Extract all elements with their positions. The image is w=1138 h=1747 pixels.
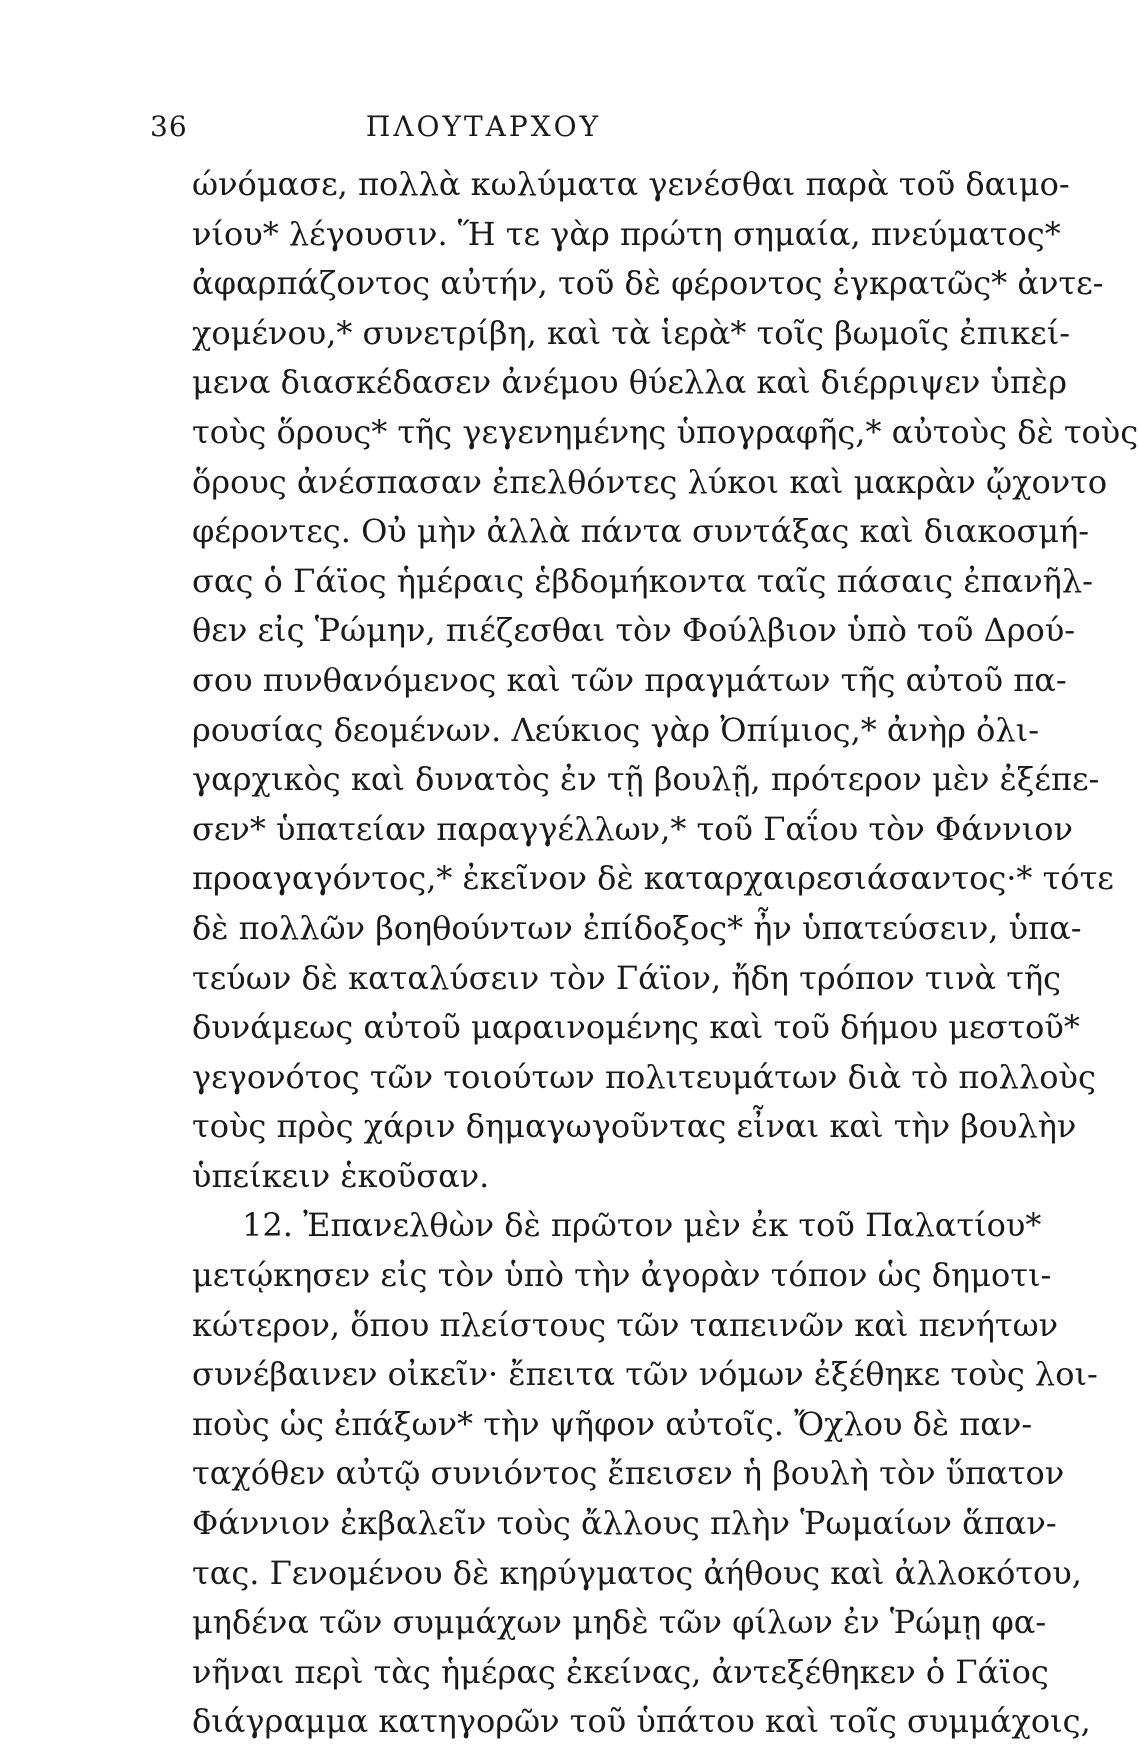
text-line: γαρχικὸς καὶ δυνατὸς ἐν τῇ βουλῇ, πρότερον μὲν ἐξέπε-	[192, 760, 1100, 799]
text-line-paragraph-end: ὑπείκειν ἑκοῦσαν.	[192, 1156, 490, 1195]
text-line: σας ὁ Γάϊος ἡμέραις ἑβδομήκοντα ταῖς πάσαις ἐπανῆλ-	[192, 561, 1093, 600]
text-line: ἀφαρπάζοντος αὐτήν, τοῦ δὲ φέροντος ἐγκρατῶς* ἀντε-	[192, 264, 1104, 303]
text-line: φέροντες. Οὐ μὴν ἀλλὰ πάντα συντάξας καὶ διακοσμή-	[192, 512, 1090, 551]
text-line: τοὺς πρὸς χάριν δημαγωγοῦντας εἶναι καὶ τὴν βουλὴν	[192, 1107, 1077, 1146]
text-line: ὅρους ἀνέσπασαν ἐπελθόντες λύκοι καὶ μακρὰν ᾤχοντο	[192, 462, 1108, 501]
text-line: σεν* ὑπατείαν παραγγέλλων,* τοῦ Γαΐου τὸν Φάννιον	[192, 809, 1073, 848]
text-line: γεγονότος τῶν τοιούτων πολιτευμάτων διὰ τὸ πολλοὺς	[192, 1057, 1096, 1096]
text-line: νίου* λέγουσιν. Ἥ τε γὰρ πρώτη σημαία, πνεύματος*	[192, 214, 1061, 253]
text-line: μηδένα τῶν συμμάχων μηδὲ τῶν φίλων ἐν Ῥώμῃ φα-	[192, 1603, 1047, 1642]
section-12-first-line: 12. Ἐπανελθὼν δὲ πρῶτον μὲν ἐκ τοῦ Παλατίου*	[242, 1206, 1042, 1245]
text-line: διάγραμμα κατηγορῶν τοῦ ὑπάτου καὶ τοῖς συμμάχοις,	[192, 1702, 1091, 1741]
text-line: προαγαγόντος,* ἐκεῖνον δὲ καταρχαιρεσιάσαντος·* τότε	[192, 859, 1114, 898]
text-line: τεύων δὲ καταλύσειν τὸν Γάϊον, ἤδη τρόπον τινὰ τῆς	[192, 958, 1062, 997]
text-line: μετῴκησεν εἰς τὸν ὑπὸ τὴν ἀγορὰν τόπον ὡς δημοτι-	[192, 1256, 1052, 1295]
text-line: χομένου,* συνετρίβη, καὶ τὰ ἱερὰ* τοῖς βωμοῖς ἐπικεί-	[192, 313, 1071, 352]
text-line: ώνόμασε, πολλὰ κωλύματα γενέσθαι παρὰ τοῦ δαιμο-	[192, 165, 1070, 203]
text-line: ρουσίας δεομένων. Λεύκιος γὰρ Ὀπίμιος,* ἀνὴρ ὀλι-	[192, 710, 1040, 749]
text-line: ταχόθεν αὐτῷ συνιόντος ἔπεισεν ἡ βουλὴ τὸν ὕπατον	[192, 1454, 1065, 1493]
text-line: συνέβαινεν οἰκεῖν· ἔπειτα τῶν νόμων ἐξέθηκε τοὺς λοι-	[192, 1355, 1098, 1394]
text-line: δὲ πολλῶν βοηθούντων ἐπίδοξος* ἦν ὑπατεύσειν, ὑπα-	[192, 908, 1082, 947]
text-line: τοὺς ὅρους* τῆς γεγενημένης ὑπογραφῆς,* αὐτοὺς δὲ τοὺς	[192, 412, 1138, 451]
running-head: ΠΛΟΥΤΑΡΧΟΥ	[365, 110, 602, 143]
text-line: θεν εἰς Ῥώμην, πιέζεσθαι τὸν Φούλβιον ὑπὸ τοῦ Δρού-	[192, 611, 1076, 650]
text-line: δυνάμεως αὐτοῦ μαραινομένης καὶ τοῦ δήμου μεστοῦ*	[192, 1008, 1080, 1047]
page-number: 36	[150, 110, 188, 143]
text-line: μενα διασκέδασεν ἀνέμου θύελλα καὶ διέρριψεν ὑπὲρ	[192, 363, 1067, 402]
text-line: ποὺς ὡς ἐπάξων* τὴν ψῆφον αὐτοῖς. Ὄχλου δὲ παν-	[192, 1404, 1033, 1443]
text-line: σου πυνθανόμενος καὶ τῶν πραγμάτων τῆς αὐτοῦ πα-	[192, 660, 1067, 699]
body-text	[192, 160, 1138, 1747]
text-line: κώτερον, ὅπου πλείστους τῶν ταπεινῶν καὶ πενήτων	[192, 1305, 1059, 1344]
text-line: Φάννιον ἐκβαλεῖν τοὺς ἄλλους πλὴν Ῥωμαίων ἅπαν-	[192, 1504, 1057, 1543]
text-line: νῆναι περὶ τὰς ἡμέρας ἐκείνας, ἀντεξέθηκεν ὁ Γάϊος	[192, 1652, 1049, 1691]
text-line: τας. Γενομένου δὲ κηρύγματος ἀήθους καὶ ἀλλοκότου,	[192, 1553, 1082, 1592]
